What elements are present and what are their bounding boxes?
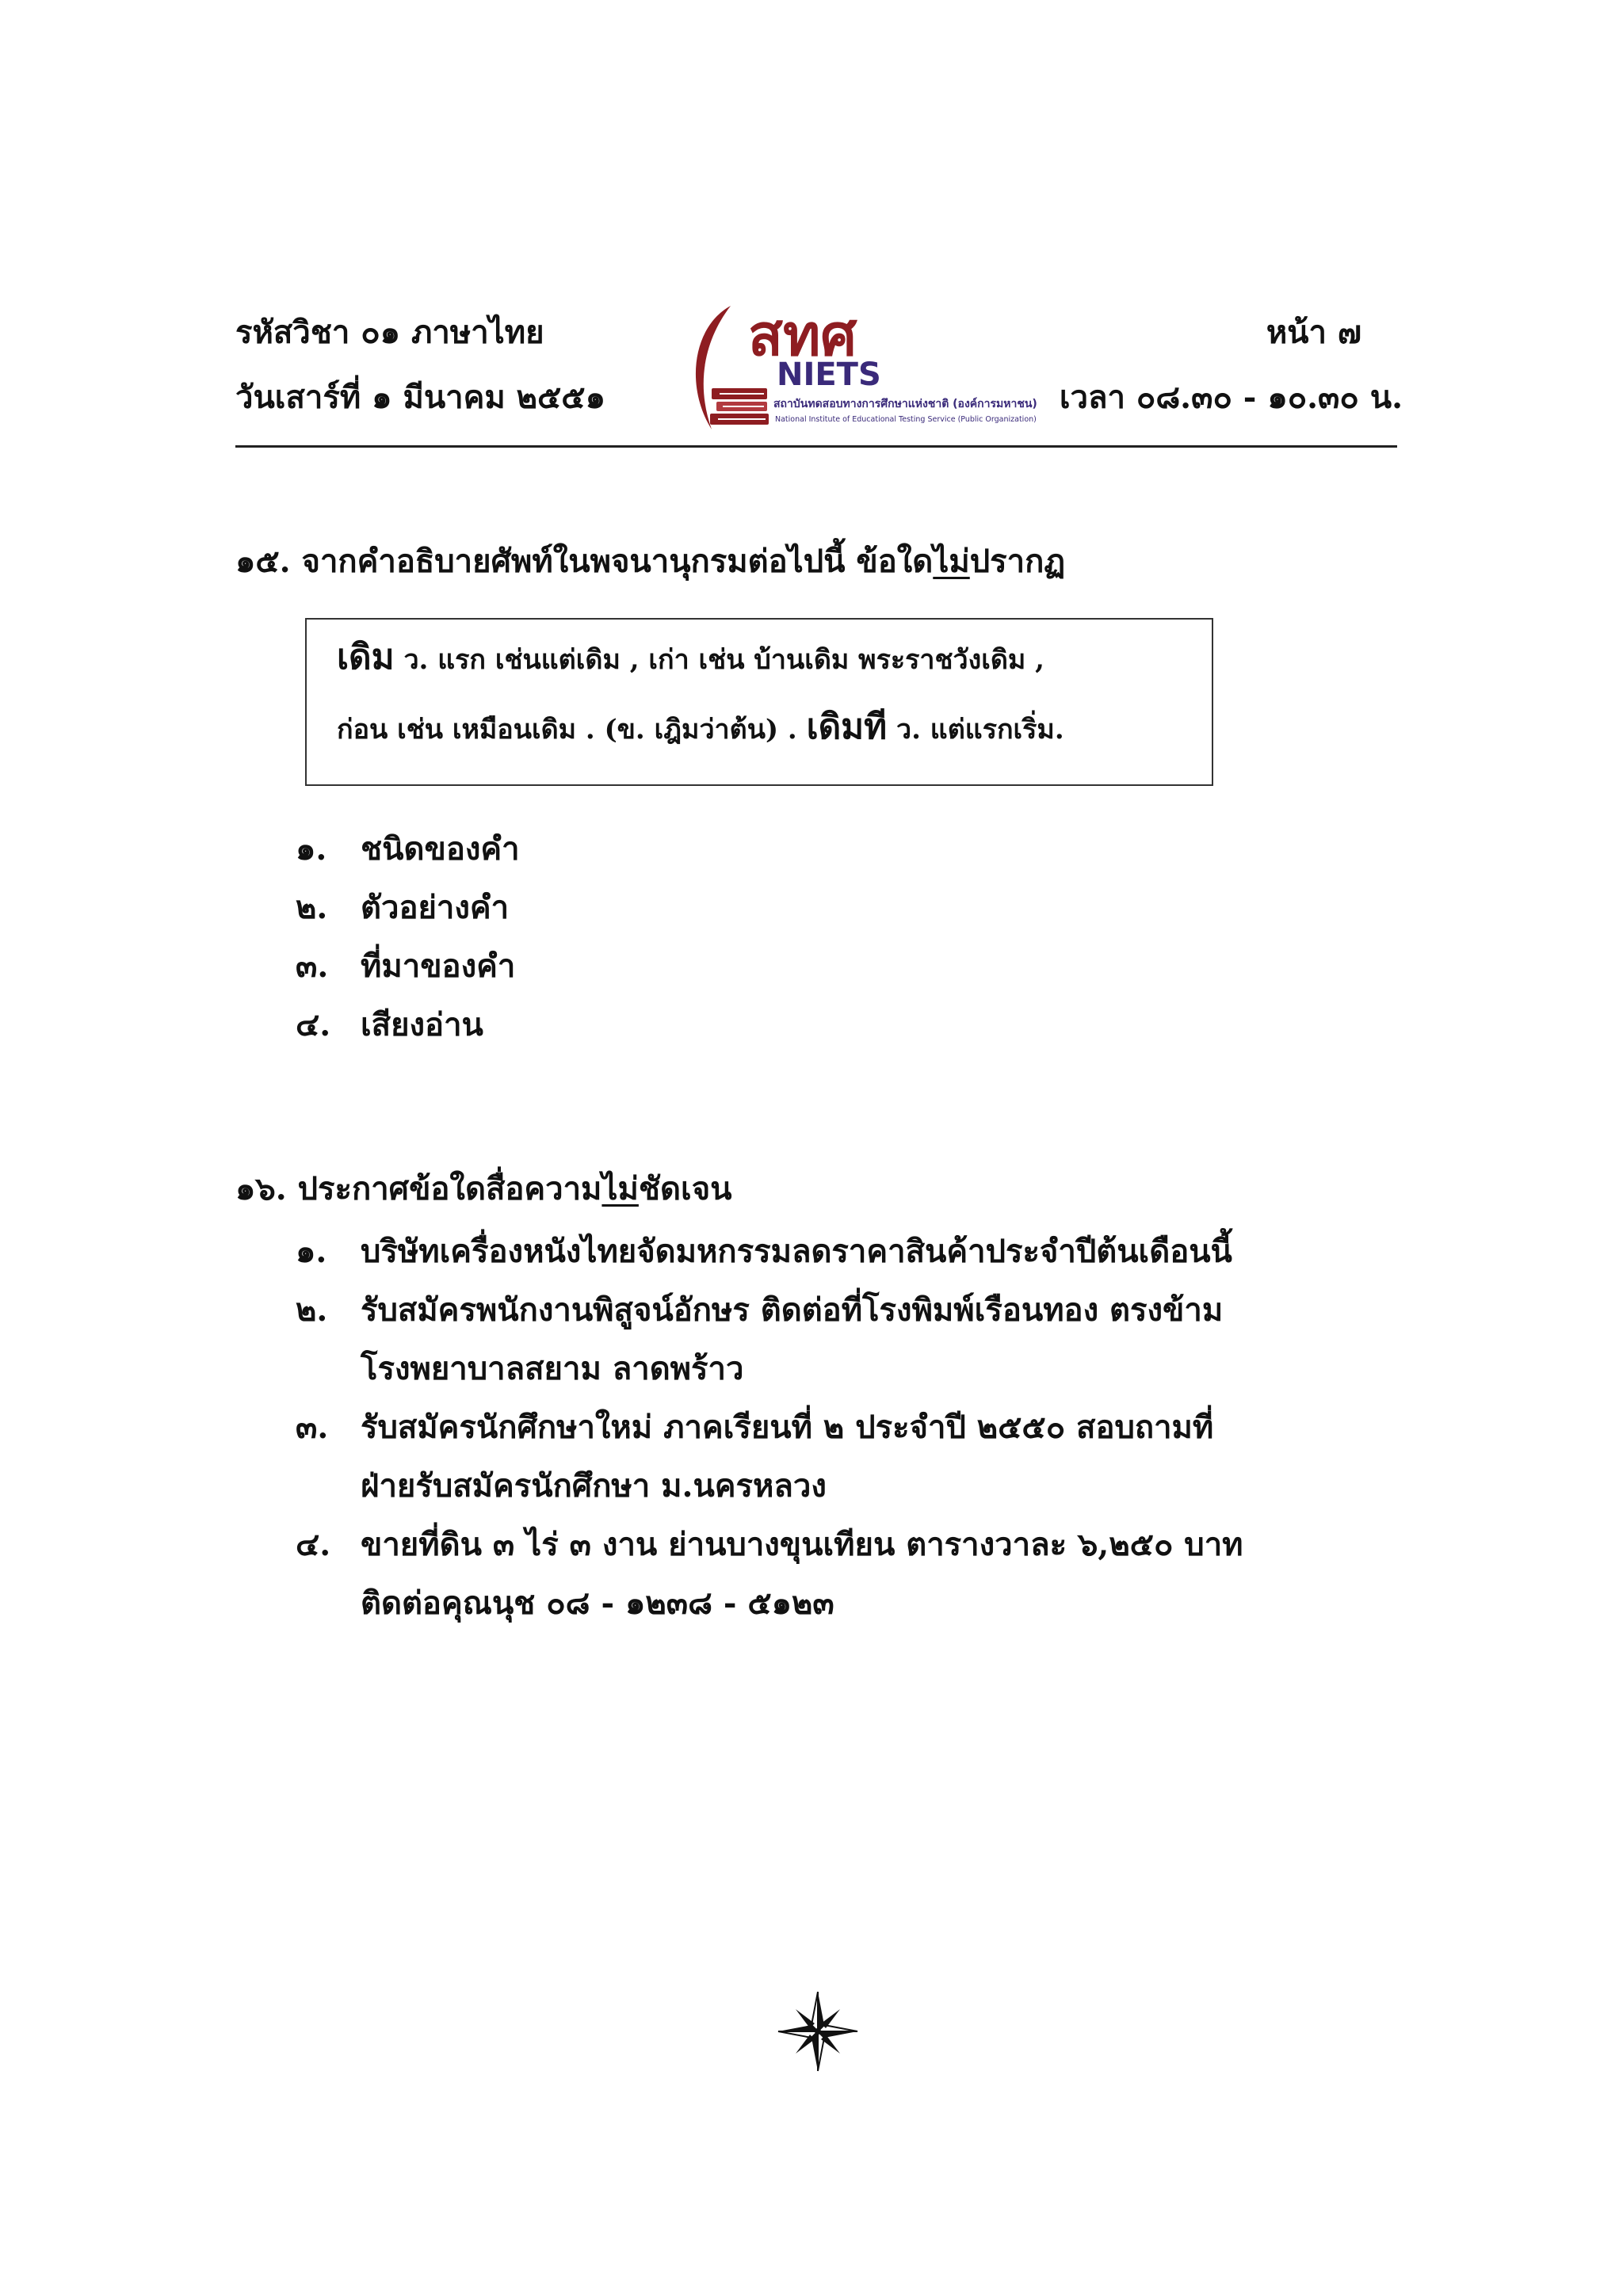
q16-prefix: ๑๖. ประกาศข้อใดสื่อความ bbox=[235, 1170, 602, 1207]
q16-option-2-continuation: โรงพยาบาลสยาม ลาดพร้าว bbox=[361, 1350, 744, 1387]
logo-abbr: NIETS bbox=[777, 357, 881, 393]
q16-option-1: ๑. บริษัทเครื่องหนังไทยจัดมหกรรมลดราคาสินค้าประจำปีต้นเดือนนี้ bbox=[296, 1233, 1232, 1270]
q15-underlined: ไม่ bbox=[933, 543, 970, 580]
niets-logo bbox=[682, 299, 1046, 439]
q16-underlined: ไม่ bbox=[601, 1170, 639, 1207]
q16-option-4-continuation: ติดต่อคุณนุช ๐๘ - ๑๒๓๘ - ๕๑๒๓ bbox=[361, 1585, 834, 1622]
exam-date: วันเสาร์ที่ ๑ มีนาคม ๒๕๕๑ bbox=[235, 379, 605, 416]
header-divider bbox=[235, 445, 1397, 448]
compass-star-icon bbox=[777, 1990, 859, 2073]
q16-suffix: ชัดเจน bbox=[638, 1170, 732, 1207]
definition-line-2-text: ก่อน เช่น เหมือนเดิม . (ข. เฎิมว่าต้น) . bbox=[337, 714, 807, 746]
definition-line-2-tail: ว. แต่แรกเริ่ม. bbox=[887, 714, 1064, 746]
niets-logo-graphic bbox=[682, 299, 1046, 439]
q15-suffix: ปรากฏ bbox=[969, 543, 1066, 580]
dictionary-definition-box bbox=[305, 618, 1213, 786]
headword-doem: เดิม bbox=[337, 637, 395, 677]
subject-code: รหัสวิชา ๐๑ ภาษาไทย bbox=[235, 314, 544, 351]
definition-line-1-text: ว. แรก เช่นแต่เดิม , เก่า เช่น บ้านเดิม พระราชวังเดิม , bbox=[394, 644, 1045, 676]
q16-question bbox=[235, 1163, 731, 1214]
q15-option-3: ๓. ที่มาของคำ bbox=[296, 948, 516, 985]
q15-option-2: ๒. ตัวอย่างคำ bbox=[296, 889, 510, 926]
books-icon bbox=[710, 388, 769, 425]
definition-line-1 bbox=[337, 637, 1185, 677]
page-number: หน้า ๗ bbox=[1266, 314, 1361, 351]
q16-option-3-continuation: ฝ่ายรับสมัครนักศึกษา ม.นครหลวง bbox=[361, 1467, 827, 1505]
q16-option-2: ๒. รับสมัครพนักงานพิสูจน์อักษร ติดต่อที่โรงพิมพ์เรือนทอง ตรงข้าม bbox=[296, 1291, 1224, 1329]
definition-line-2 bbox=[337, 707, 1185, 747]
q15-prefix: ๑๕. จากคำอธิบายศัพท์ในพจนานุกรมต่อไปนี้ ข้อใด bbox=[235, 543, 934, 580]
q15-option-1: ๑. ชนิดของคำ bbox=[296, 830, 520, 868]
logo-thai-name: สทศ bbox=[748, 302, 857, 368]
logo-thai-full: สถาบันทดสอบทางการศึกษาแห่งชาติ (องค์การมหาชน) bbox=[773, 398, 1037, 410]
q15-option-4: ๔. เสียงอ่าน bbox=[296, 1006, 483, 1043]
logo-english-full: National Institute of Educational Testing Service (Public Organization) bbox=[775, 415, 1037, 424]
q15-question bbox=[235, 536, 1065, 586]
q16-option-4: ๔. ขายที่ดิน ๓ ไร่ ๓ งาน ย่านบางขุนเทียน ตารางวาละ ๖,๒๕๐ บาท bbox=[296, 1526, 1243, 1563]
exam-time: เวลา ๐๘.๓๐ - ๑๐.๓๐ น. bbox=[1059, 379, 1403, 416]
q16-option-3: ๓. รับสมัครนักศึกษาใหม่ ภาคเรียนที่ ๒ ประจำปี ๒๕๕๐ สอบถามที่ bbox=[296, 1409, 1214, 1446]
headword-doemthi: เดิมที bbox=[806, 707, 888, 747]
